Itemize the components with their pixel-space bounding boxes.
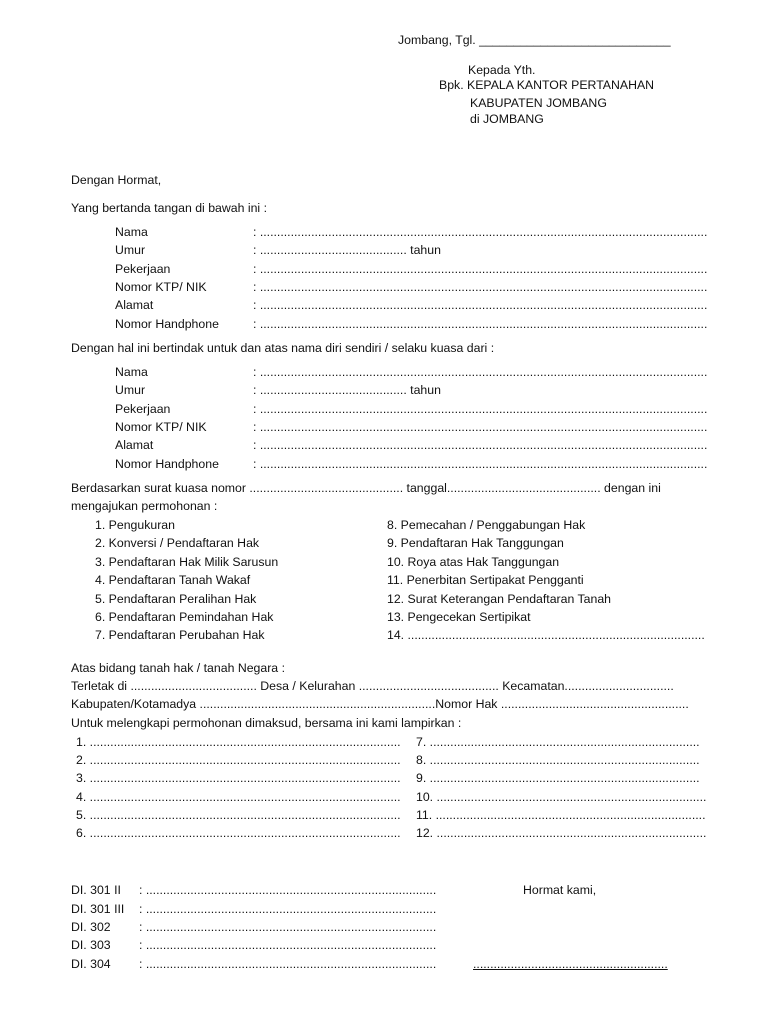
service-item[interactable]: 8. Pemecahan / Penggabungan Hak	[387, 518, 586, 532]
di-code-label: DI. 304	[71, 957, 111, 971]
service-item[interactable]: 4. Pendaftaran Tanah Wakaf	[95, 573, 251, 587]
field-label: Umur	[115, 383, 146, 397]
land-heading: Atas bidang tanah hak / tanah Negara :	[71, 661, 285, 675]
signature-line[interactable]: .........................................................	[473, 957, 668, 971]
intro-text: Yang bertanda tangan di bawah ini :	[71, 201, 267, 215]
attachment-item[interactable]: 7. ...............................................................................	[416, 735, 700, 749]
recipient-line-3: KABUPATEN JOMBANG	[470, 96, 607, 110]
land-location-line[interactable]: Terletak di ..................................... Desa / Kelurahan ......................................... Kecamatan................................	[71, 679, 674, 693]
attachment-item[interactable]: 1. ...........................................................................................	[76, 735, 401, 749]
field-value[interactable]: : ........................................... tahun	[253, 383, 441, 397]
field-value[interactable]: : ...................................................................................................................................	[253, 402, 708, 416]
service-item-other[interactable]: 14. .......................................................................................	[387, 628, 705, 642]
field-label: Pekerjaan	[115, 262, 171, 276]
field-value[interactable]: : ...................................................................................................................................	[253, 438, 708, 452]
service-item[interactable]: 11. Penerbitan Sertipakat Pengganti	[387, 573, 584, 587]
greeting: Dengan Hormat,	[71, 173, 162, 187]
service-item[interactable]: 3. Pendaftaran Hak Milik Sarusun	[95, 555, 279, 569]
di-code-value[interactable]: : .....................................................................................	[139, 957, 437, 971]
field-label: Umur	[115, 243, 146, 257]
attachment-item[interactable]: 12. ...............................................................................	[416, 826, 707, 840]
recipient-line-1: Kepada Yth.	[468, 63, 536, 77]
field-label: Pekerjaan	[115, 402, 171, 416]
field-label: Alamat	[115, 298, 154, 312]
service-item[interactable]: 6. Pendaftaran Pemindahan Hak	[95, 610, 274, 624]
service-item[interactable]: 9. Pendaftaran Hak Tanggungan	[387, 536, 564, 550]
on-behalf-text: Dengan hal ini bertindak untuk dan atas nama diri sendiri / selaku kuasa dari :	[71, 341, 495, 355]
attachments-intro: Untuk melengkapi permohonan dimaksud, bersama ini kami lampirkan :	[71, 716, 462, 730]
field-label: Nomor KTP/ NIK	[115, 420, 207, 434]
attachment-item[interactable]: 6. ...........................................................................................	[76, 826, 401, 840]
field-value[interactable]: : ...................................................................................................................................	[253, 225, 708, 239]
service-item[interactable]: 5. Pendaftaran Peralihan Hak	[95, 592, 257, 606]
field-value[interactable]: : ...................................................................................................................................	[253, 457, 708, 471]
field-label: Nomor Handphone	[115, 457, 219, 471]
service-item[interactable]: 13. Pengecekan Sertipikat	[387, 610, 531, 624]
place-date: Jombang, Tgl. ____________________________	[398, 33, 671, 47]
recipient-line-2: Bpk. KEPALA KANTOR PERTANAHAN	[439, 78, 655, 92]
field-value[interactable]: : ...................................................................................................................................	[253, 365, 708, 379]
attachment-item[interactable]: 8. ...............................................................................	[416, 753, 700, 767]
closing: Hormat kami,	[523, 883, 597, 897]
attachment-item[interactable]: 4. ...........................................................................................	[76, 790, 401, 804]
field-value[interactable]: : ...................................................................................................................................	[253, 280, 708, 294]
attachment-item[interactable]: 11. ...............................................................................	[416, 808, 706, 822]
field-label: Alamat	[115, 438, 154, 452]
field-value[interactable]: : ...................................................................................................................................	[253, 420, 708, 434]
field-label: Nomor Handphone	[115, 317, 219, 331]
di-code-value[interactable]: : .....................................................................................	[139, 920, 437, 934]
di-code-label: DI. 303	[71, 938, 111, 952]
attachment-item[interactable]: 5. ...........................................................................................	[76, 808, 401, 822]
field-label: Nama	[115, 365, 148, 379]
field-value[interactable]: : ...................................................................................................................................	[253, 298, 708, 312]
field-label: Nama	[115, 225, 148, 239]
service-item[interactable]: 2. Konversi / Pendaftaran Hak	[95, 536, 260, 550]
di-code-label: DI. 301 II	[71, 883, 121, 897]
attachment-item[interactable]: 9. ...............................................................................	[416, 771, 700, 785]
di-code-value[interactable]: : .....................................................................................	[139, 883, 437, 897]
attachment-item[interactable]: 2. ...........................................................................................	[76, 753, 401, 767]
field-value[interactable]: : ...................................................................................................................................	[253, 262, 708, 276]
recipient-line-4: di JOMBANG	[470, 112, 544, 126]
field-value[interactable]: : ........................................... tahun	[253, 243, 441, 257]
field-label: Nomor KTP/ NIK	[115, 280, 207, 294]
di-code-label: DI. 301 III	[71, 902, 125, 916]
service-item[interactable]: 1. Pengukuran	[95, 518, 175, 532]
service-item[interactable]: 7. Pendaftaran Perubahan Hak	[95, 628, 265, 642]
attachment-item[interactable]: 3. ...........................................................................................	[76, 771, 401, 785]
power-of-attorney-line: Berdasarkan surat kuasa nomor ............................................. tanggal............................................. dengan ini	[71, 481, 661, 495]
attachment-item[interactable]: 10. ...............................................................................	[416, 790, 707, 804]
service-item[interactable]: 10. Roya atas Hak Tanggungan	[387, 555, 560, 569]
land-regency-line[interactable]: Kabupaten/Kotamadya .....................................................................Nomor Hak .......................................................	[71, 697, 689, 711]
di-code-value[interactable]: : .....................................................................................	[139, 938, 437, 952]
service-item[interactable]: 12. Surat Keterangan Pendaftaran Tanah	[387, 592, 612, 606]
di-code-label: DI. 302	[71, 920, 111, 934]
request-intro: mengajukan permohonan :	[71, 499, 218, 513]
di-code-value[interactable]: : .....................................................................................	[139, 902, 437, 916]
field-value[interactable]: : ...................................................................................................................................	[253, 317, 708, 331]
